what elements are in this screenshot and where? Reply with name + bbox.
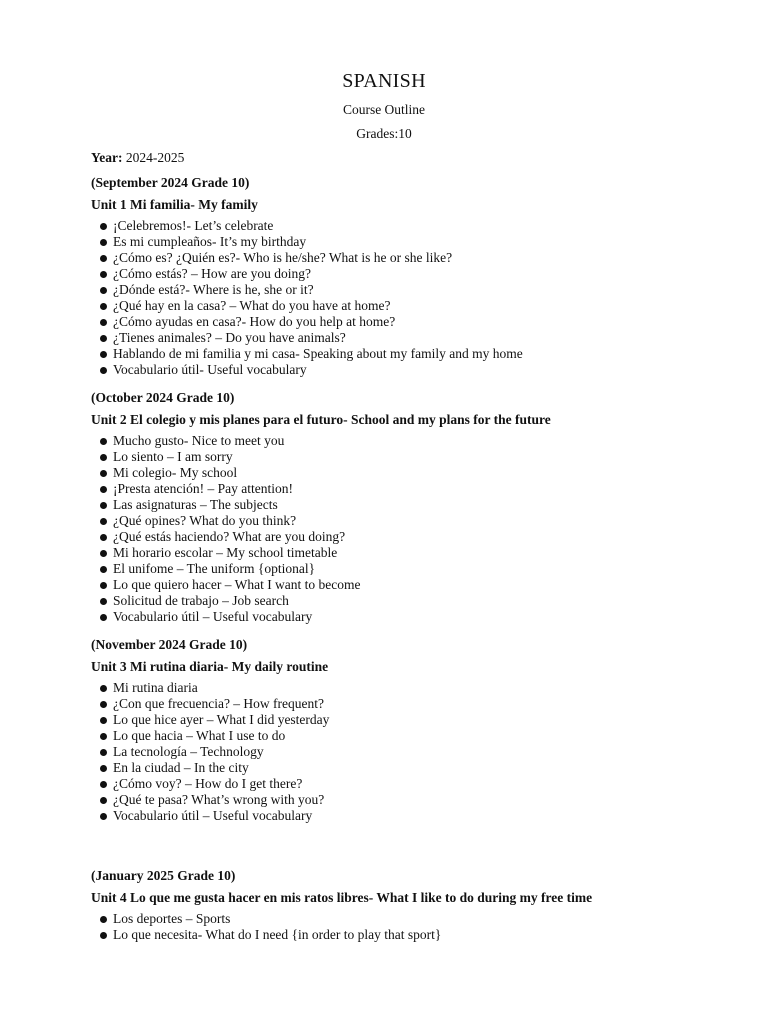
topic-text: Mi horario escolar – My school timetable xyxy=(113,545,338,560)
topic-list-item xyxy=(113,728,751,744)
topic-list-item xyxy=(113,314,751,330)
bullet-icon xyxy=(100,239,107,246)
topic-list-item xyxy=(113,696,751,712)
bullet-icon xyxy=(100,438,107,445)
year-label: Year: xyxy=(91,150,123,165)
section-period-heading: (September 2024 Grade 10) xyxy=(91,175,250,190)
bullet-icon xyxy=(100,255,107,262)
bullet-icon xyxy=(100,351,107,358)
document-grades: Grades:10 xyxy=(356,126,412,141)
topic-text: Mucho gusto- Nice to meet you xyxy=(113,433,285,448)
topic-list-item xyxy=(113,609,751,625)
section-spacer xyxy=(91,625,751,633)
bullet-icon xyxy=(100,932,107,939)
year-value: 2024-2025 xyxy=(122,150,185,165)
section-period-heading: (October 2024 Grade 10) xyxy=(91,390,235,405)
bullet-icon xyxy=(100,502,107,509)
topic-text: Lo que necesita- What do I need {in order to play that sport} xyxy=(113,927,442,942)
topic-list-item xyxy=(113,577,751,593)
document-subtitle: Course Outline xyxy=(342,102,426,117)
topic-text: ¿Cómo estás? – How are you doing? xyxy=(113,266,311,281)
topic-list-item xyxy=(113,911,751,927)
bullet-icon xyxy=(100,271,107,278)
topic-text: Vocabulario útil- Useful vocabulary xyxy=(113,362,307,377)
topic-text: La tecnología – Technology xyxy=(113,744,264,759)
topic-list-item xyxy=(113,561,751,577)
topic-list-item xyxy=(113,497,751,513)
topic-text: Solicitud de trabajo – Job search xyxy=(113,593,289,608)
bullet-icon xyxy=(100,781,107,788)
topic-list-item xyxy=(113,808,751,824)
topic-text: Mi rutina diaria xyxy=(113,680,198,695)
topic-list-item xyxy=(113,776,751,792)
topic-list-item xyxy=(113,680,751,696)
topic-text: ¿Qué hay en la casa? – What do you have at home? xyxy=(113,298,391,313)
topic-text: ¡Presta atención! – Pay attention! xyxy=(113,481,293,496)
topic-text: Lo siento – I am sorry xyxy=(113,449,233,464)
topic-list-item xyxy=(113,529,751,545)
bullet-icon xyxy=(100,367,107,374)
topic-text: Es mi cumpleaños- It’s my birthday xyxy=(113,234,307,249)
topic-text: Lo que quiero hacer – What I want to become xyxy=(113,577,361,592)
topic-list-item xyxy=(113,234,751,250)
section-period-heading: (November 2024 Grade 10) xyxy=(91,637,248,652)
bullet-icon xyxy=(100,470,107,477)
bullet-icon xyxy=(100,335,107,342)
topic-text: Hablando de mi familia y mi casa- Speaking about my family and my home xyxy=(113,346,523,361)
bullet-icon xyxy=(100,550,107,557)
bullet-icon xyxy=(100,614,107,621)
topic-list-item xyxy=(113,330,751,346)
bullet-icon xyxy=(100,454,107,461)
unit-heading: Unit 3 Mi rutina diaria- My daily routine xyxy=(91,659,329,674)
topic-list-item xyxy=(113,449,751,465)
topic-list-item xyxy=(113,282,751,298)
bullet-icon xyxy=(100,765,107,772)
topic-list-item xyxy=(113,545,751,561)
bullet-icon xyxy=(100,797,107,804)
bullet-icon xyxy=(100,717,107,724)
topic-text: Mi colegio- My school xyxy=(113,465,238,480)
topic-text: Vocabulario útil – Useful vocabulary xyxy=(113,609,313,624)
bullet-icon xyxy=(100,518,107,525)
topic-list-item xyxy=(113,792,751,808)
topic-text: ¿Qué estás haciendo? What are you doing? xyxy=(113,529,346,544)
topic-text: ¡Celebremos!- Let’s celebrate xyxy=(113,218,274,233)
topic-list-item xyxy=(113,481,751,497)
bullet-icon xyxy=(100,534,107,541)
topic-text: En la ciudad – In the city xyxy=(113,760,249,775)
topic-text: ¿Con que frecuencia? – How frequent? xyxy=(113,696,325,711)
topic-list-item xyxy=(113,218,751,234)
topic-list xyxy=(91,218,751,378)
topic-list-item xyxy=(113,465,751,481)
document-body xyxy=(91,148,751,943)
unit-heading: Unit 1 Mi familia- My family xyxy=(91,197,258,212)
section-period-heading: (January 2025 Grade 10) xyxy=(91,868,236,883)
bullet-icon xyxy=(100,303,107,310)
topic-list xyxy=(91,911,751,943)
topic-list-item xyxy=(113,250,751,266)
topic-text: Lo que hacia – What I use to do xyxy=(113,728,286,743)
bullet-icon xyxy=(100,223,107,230)
unit-heading: Unit 2 El colegio y mis planes para el futuro- School and my plans for the future xyxy=(91,412,551,427)
topic-list xyxy=(91,680,751,824)
topic-text: ¿Cómo voy? – How do I get there? xyxy=(113,776,303,791)
topic-list-item xyxy=(113,298,751,314)
bullet-icon xyxy=(100,701,107,708)
section-spacer xyxy=(91,832,751,864)
topic-list-item xyxy=(113,927,751,943)
topic-list-item xyxy=(113,362,751,378)
bullet-icon xyxy=(100,598,107,605)
bullet-icon xyxy=(100,287,107,294)
topic-text: ¿Qué te pasa? What’s wrong with you? xyxy=(113,792,325,807)
topic-list xyxy=(91,433,751,625)
topic-text: ¿Tienes animales? – Do you have animals? xyxy=(113,330,346,345)
topic-list-item xyxy=(113,433,751,449)
unit-heading: Unit 4 Lo que me gusta hacer en mis ratos libres- What I like to do during my free time xyxy=(91,890,593,905)
sections-container xyxy=(91,171,751,943)
topic-text: El unifome – The uniform {optional} xyxy=(113,561,316,576)
bullet-icon xyxy=(100,685,107,692)
bullet-icon xyxy=(100,916,107,923)
year-line xyxy=(91,148,751,171)
topic-list-item xyxy=(113,513,751,529)
bullet-icon xyxy=(100,486,107,493)
topic-text: Vocabulario útil – Useful vocabulary xyxy=(113,808,313,823)
topic-list-item xyxy=(113,760,751,776)
section-spacer xyxy=(91,378,751,386)
section-spacer xyxy=(91,824,751,832)
topic-list-item xyxy=(113,266,751,282)
document-title: SPANISH xyxy=(342,70,426,92)
topic-list-item xyxy=(113,593,751,609)
topic-list-item xyxy=(113,346,751,362)
topic-list-item xyxy=(113,744,751,760)
bullet-icon xyxy=(100,733,107,740)
bullet-icon xyxy=(100,319,107,326)
bullet-icon xyxy=(100,566,107,573)
topic-list-item xyxy=(113,712,751,728)
topic-text: ¿Dónde está?- Where is he, she or it? xyxy=(113,282,314,297)
topic-text: ¿Cómo es? ¿Quién es?- Who is he/she? What is he or she like? xyxy=(113,250,453,265)
topic-text: Lo que hice ayer – What I did yesterday xyxy=(113,712,330,727)
bullet-icon xyxy=(100,749,107,756)
topic-text: Las asignaturas – The subjects xyxy=(113,497,278,512)
topic-text: ¿Qué opines? What do you think? xyxy=(113,513,297,528)
bullet-icon xyxy=(100,582,107,589)
topic-text: ¿Cómo ayudas en casa?- How do you help at home? xyxy=(113,314,396,329)
topic-text: Los deportes – Sports xyxy=(113,911,231,926)
bullet-icon xyxy=(100,813,107,820)
